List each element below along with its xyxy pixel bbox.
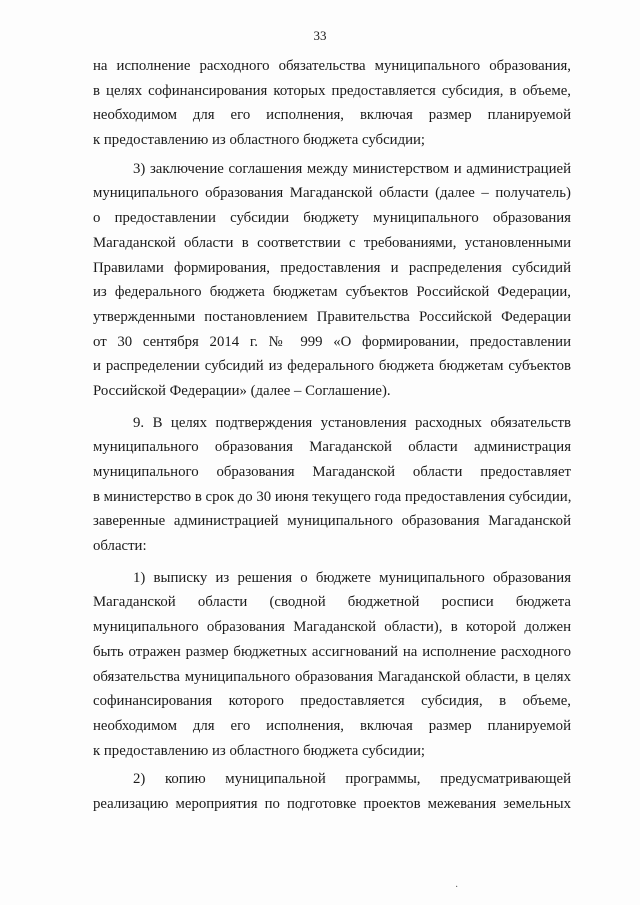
text-line: обязательства муниципального образования Магаданской области, в целях bbox=[93, 668, 571, 685]
text-line: муниципального образования Магаданской области), в которой должен bbox=[93, 619, 571, 636]
text-line: от 30 сентября 2014 г. № 999 «О формировании, предоставлении bbox=[93, 333, 571, 350]
text-line: муниципального образования Магаданской области администрация bbox=[93, 439, 571, 456]
text-line: Правилами формирования, предоставления и распределения субсидий bbox=[93, 259, 571, 276]
text-line: утвержденными постановлением Правительства Российской Федерации bbox=[93, 308, 571, 325]
paragraph-item-3 bbox=[93, 157, 571, 404]
paragraph-item-1 bbox=[93, 566, 571, 764]
text-line: софинансирования которого предоставляется субсидия, в объеме, bbox=[93, 693, 571, 710]
page-number: 33 bbox=[313, 28, 327, 43]
text-line: необходимом для его исполнения, включая размер планируемой bbox=[93, 717, 571, 734]
text-line: из федерального бюджета бюджетам субъектов Российской Федерации, bbox=[93, 284, 571, 301]
text-line: на исполнение расходного обязательства муниципального образования, bbox=[93, 58, 571, 74]
text-line: муниципального образования Магаданской области (далее – получатель) bbox=[93, 185, 571, 202]
text-line: 9. В целях подтверждения установления расходных обязательств bbox=[133, 414, 571, 431]
text-line: 1) выписку из решения о бюджете муниципального образования bbox=[133, 569, 571, 586]
scan-artifact-mark: · bbox=[455, 882, 459, 893]
text-line: в целях софинансирования которых предоставляется субсидия, в объеме, bbox=[93, 82, 571, 99]
text-line: о предоставлении субсидии бюджету муниципального образования bbox=[93, 210, 571, 227]
text-line: Российской Федерации» (далее – Соглашение). bbox=[93, 382, 391, 399]
text-line: 2) копию муниципальной программы, предусматривающей bbox=[133, 771, 571, 788]
text-line: области: bbox=[93, 538, 147, 555]
text-line: муниципального образования Магаданской области предоставляет bbox=[93, 464, 571, 480]
text-line: заверенные администрацией муниципального образования Магаданской bbox=[93, 513, 571, 530]
text-line: к предоставлению из областного бюджета субсидии; bbox=[93, 742, 426, 759]
text-line: быть отражен размер бюджетных ассигнований на исполнение расходного bbox=[93, 643, 571, 660]
text-line: Магаданской области в соответствии с требованиями, установленными bbox=[93, 234, 571, 251]
text-line: необходимом для его исполнения, включая размер планируемой bbox=[93, 107, 571, 124]
paragraph-continuation bbox=[93, 54, 571, 153]
text-line: 3) заключение соглашения между министерством и администрацией bbox=[133, 160, 571, 177]
text-line: Магаданской области (сводной бюджетной росписи бюджета bbox=[93, 594, 571, 611]
document-body bbox=[93, 54, 571, 817]
text-line: к предоставлению из областного бюджета субсидии; bbox=[93, 132, 426, 149]
paragraph-item-2 bbox=[93, 767, 571, 816]
text-line: реализацию мероприятия по подготовке проектов межевания земельных bbox=[93, 795, 571, 812]
text-line: и распределении субсидий из федерального бюджета бюджетам субъектов bbox=[93, 358, 571, 375]
paragraph-section-9 bbox=[93, 411, 571, 559]
text-line: в министерство в срок до 30 июня текущего года предоставления субсидии, bbox=[93, 488, 572, 505]
